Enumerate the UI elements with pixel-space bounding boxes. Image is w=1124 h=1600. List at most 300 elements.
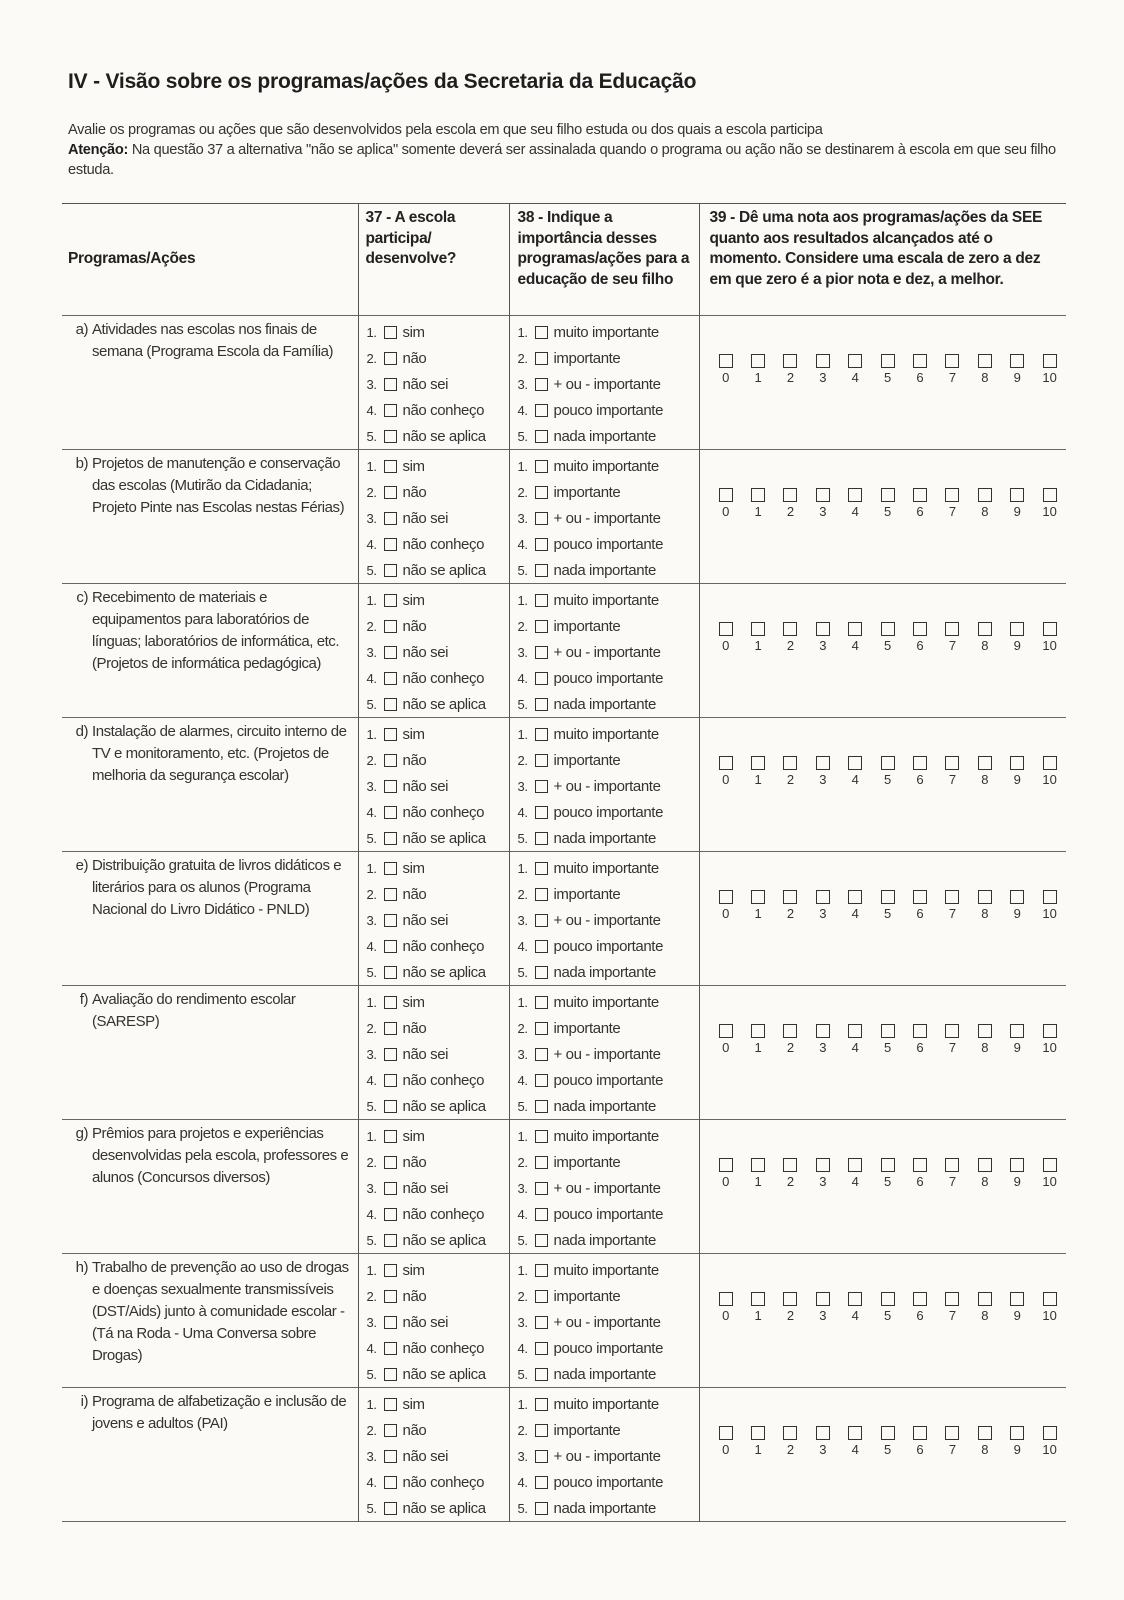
- q38-option[interactable]: [518, 1469, 699, 1495]
- score-option[interactable]: [1033, 354, 1065, 368]
- checkbox[interactable]: [384, 672, 397, 685]
- checkbox[interactable]: [751, 756, 765, 770]
- checkbox[interactable]: [913, 1158, 927, 1172]
- checkbox[interactable]: [913, 1024, 927, 1038]
- checkbox[interactable]: [945, 1158, 959, 1172]
- q37-option[interactable]: [367, 1361, 509, 1387]
- checkbox[interactable]: [1043, 756, 1057, 770]
- checkbox[interactable]: [1010, 1426, 1024, 1440]
- checkbox[interactable]: [535, 1502, 548, 1515]
- checkbox[interactable]: [384, 1398, 397, 1411]
- q37-option[interactable]: [367, 855, 509, 881]
- score-option[interactable]: [742, 756, 774, 770]
- checkbox[interactable]: [535, 1398, 548, 1411]
- checkbox[interactable]: [978, 488, 992, 502]
- checkbox[interactable]: [783, 1426, 797, 1440]
- checkbox[interactable]: [783, 488, 797, 502]
- q38-option[interactable]: [518, 531, 699, 557]
- q37-option[interactable]: [367, 1041, 509, 1067]
- q37-option[interactable]: [367, 907, 509, 933]
- checkbox[interactable]: [1010, 890, 1024, 904]
- score-option[interactable]: [871, 1158, 903, 1172]
- checkbox[interactable]: [535, 1208, 548, 1221]
- score-option[interactable]: [969, 890, 1001, 904]
- checkbox[interactable]: [913, 756, 927, 770]
- score-option[interactable]: [871, 622, 903, 636]
- checkbox[interactable]: [384, 1264, 397, 1277]
- checkbox[interactable]: [535, 620, 548, 633]
- score-option[interactable]: [807, 622, 839, 636]
- checkbox[interactable]: [1043, 622, 1057, 636]
- checkbox[interactable]: [783, 1158, 797, 1172]
- checkbox[interactable]: [751, 1024, 765, 1038]
- q38-option[interactable]: [518, 773, 699, 799]
- q38-option[interactable]: [518, 1335, 699, 1361]
- checkbox[interactable]: [1043, 1024, 1057, 1038]
- q38-option[interactable]: [518, 1149, 699, 1175]
- checkbox[interactable]: [1010, 1292, 1024, 1306]
- q37-option[interactable]: [367, 639, 509, 665]
- checkbox[interactable]: [384, 698, 397, 711]
- q38-option[interactable]: [518, 1391, 699, 1417]
- score-option[interactable]: [710, 1158, 742, 1172]
- q38-option[interactable]: [518, 1201, 699, 1227]
- score-option[interactable]: [1001, 890, 1033, 904]
- checkbox[interactable]: [816, 354, 830, 368]
- checkbox[interactable]: [751, 354, 765, 368]
- q38-option[interactable]: [518, 1067, 699, 1093]
- checkbox[interactable]: [535, 806, 548, 819]
- q37-option[interactable]: [367, 1227, 509, 1253]
- checkbox[interactable]: [1010, 354, 1024, 368]
- checkbox[interactable]: [535, 940, 548, 953]
- q37-option[interactable]: [367, 505, 509, 531]
- checkbox[interactable]: [1043, 354, 1057, 368]
- q38-option[interactable]: [518, 423, 699, 449]
- checkbox[interactable]: [945, 1426, 959, 1440]
- q38-option[interactable]: [518, 1495, 699, 1521]
- q38-option[interactable]: [518, 1093, 699, 1119]
- q38-option[interactable]: [518, 1417, 699, 1443]
- score-option[interactable]: [742, 1292, 774, 1306]
- checkbox[interactable]: [384, 486, 397, 499]
- checkbox[interactable]: [535, 1424, 548, 1437]
- score-option[interactable]: [936, 756, 968, 770]
- q38-option[interactable]: [518, 371, 699, 397]
- q38-option[interactable]: [518, 881, 699, 907]
- checkbox[interactable]: [384, 620, 397, 633]
- checkbox[interactable]: [783, 1024, 797, 1038]
- checkbox[interactable]: [384, 1450, 397, 1463]
- checkbox[interactable]: [816, 1292, 830, 1306]
- checkbox[interactable]: [978, 354, 992, 368]
- checkbox[interactable]: [816, 890, 830, 904]
- checkbox[interactable]: [384, 1130, 397, 1143]
- checkbox[interactable]: [783, 1292, 797, 1306]
- checkbox[interactable]: [719, 354, 733, 368]
- checkbox[interactable]: [816, 1158, 830, 1172]
- score-option[interactable]: [936, 1024, 968, 1038]
- q37-option[interactable]: [367, 1067, 509, 1093]
- q37-option[interactable]: [367, 423, 509, 449]
- score-option[interactable]: [839, 1024, 871, 1038]
- score-option[interactable]: [1033, 890, 1065, 904]
- checkbox[interactable]: [535, 486, 548, 499]
- q37-option[interactable]: [367, 959, 509, 985]
- score-option[interactable]: [1001, 354, 1033, 368]
- checkbox[interactable]: [384, 1156, 397, 1169]
- score-option[interactable]: [1033, 1292, 1065, 1306]
- score-option[interactable]: [710, 890, 742, 904]
- checkbox[interactable]: [535, 1368, 548, 1381]
- q37-option[interactable]: [367, 1335, 509, 1361]
- q38-option[interactable]: [518, 799, 699, 825]
- score-option[interactable]: [1001, 1158, 1033, 1172]
- checkbox[interactable]: [535, 698, 548, 711]
- score-option[interactable]: [1001, 756, 1033, 770]
- score-option[interactable]: [774, 1426, 806, 1440]
- checkbox[interactable]: [384, 1074, 397, 1087]
- checkbox[interactable]: [816, 756, 830, 770]
- checkbox[interactable]: [978, 1024, 992, 1038]
- q37-option[interactable]: [367, 1257, 509, 1283]
- checkbox[interactable]: [384, 832, 397, 845]
- checkbox[interactable]: [913, 890, 927, 904]
- q37-option[interactable]: [367, 587, 509, 613]
- score-option[interactable]: [839, 488, 871, 502]
- checkbox[interactable]: [848, 354, 862, 368]
- checkbox[interactable]: [535, 1476, 548, 1489]
- checkbox[interactable]: [881, 1292, 895, 1306]
- q38-option[interactable]: [518, 1283, 699, 1309]
- score-option[interactable]: [936, 1426, 968, 1440]
- q38-option[interactable]: [518, 1309, 699, 1335]
- score-option[interactable]: [969, 1158, 1001, 1172]
- checkbox[interactable]: [535, 862, 548, 875]
- checkbox[interactable]: [384, 460, 397, 473]
- q37-option[interactable]: [367, 747, 509, 773]
- score-option[interactable]: [839, 1292, 871, 1306]
- score-option[interactable]: [969, 1292, 1001, 1306]
- checkbox[interactable]: [848, 756, 862, 770]
- score-option[interactable]: [742, 622, 774, 636]
- checkbox[interactable]: [535, 1130, 548, 1143]
- checkbox[interactable]: [848, 488, 862, 502]
- score-option[interactable]: [839, 1426, 871, 1440]
- checkbox[interactable]: [913, 1426, 927, 1440]
- checkbox[interactable]: [384, 862, 397, 875]
- checkbox[interactable]: [913, 488, 927, 502]
- q38-option[interactable]: [518, 1123, 699, 1149]
- score-option[interactable]: [742, 1158, 774, 1172]
- q37-option[interactable]: [367, 531, 509, 557]
- checkbox[interactable]: [384, 1342, 397, 1355]
- score-option[interactable]: [710, 622, 742, 636]
- score-option[interactable]: [839, 1158, 871, 1172]
- score-option[interactable]: [969, 1426, 1001, 1440]
- score-option[interactable]: [904, 488, 936, 502]
- score-option[interactable]: [807, 1024, 839, 1038]
- checkbox[interactable]: [384, 1048, 397, 1061]
- checkbox[interactable]: [751, 1292, 765, 1306]
- checkbox[interactable]: [384, 1424, 397, 1437]
- checkbox[interactable]: [535, 996, 548, 1009]
- checkbox[interactable]: [384, 512, 397, 525]
- checkbox[interactable]: [535, 728, 548, 741]
- score-option[interactable]: [742, 488, 774, 502]
- score-option[interactable]: [774, 1158, 806, 1172]
- q37-option[interactable]: [367, 989, 509, 1015]
- checkbox[interactable]: [848, 622, 862, 636]
- checkbox[interactable]: [535, 1022, 548, 1035]
- checkbox[interactable]: [535, 888, 548, 901]
- q37-option[interactable]: [367, 319, 509, 345]
- checkbox[interactable]: [535, 564, 548, 577]
- checkbox[interactable]: [881, 756, 895, 770]
- q37-option[interactable]: [367, 1391, 509, 1417]
- checkbox[interactable]: [978, 890, 992, 904]
- checkbox[interactable]: [384, 1316, 397, 1329]
- checkbox[interactable]: [535, 1048, 548, 1061]
- score-option[interactable]: [839, 756, 871, 770]
- checkbox[interactable]: [881, 1426, 895, 1440]
- score-option[interactable]: [904, 622, 936, 636]
- score-option[interactable]: [742, 1426, 774, 1440]
- score-option[interactable]: [774, 756, 806, 770]
- checkbox[interactable]: [384, 1290, 397, 1303]
- q38-option[interactable]: [518, 1227, 699, 1253]
- checkbox[interactable]: [535, 352, 548, 365]
- score-option[interactable]: [904, 1158, 936, 1172]
- checkbox[interactable]: [384, 1476, 397, 1489]
- score-option[interactable]: [807, 1158, 839, 1172]
- score-option[interactable]: [1033, 1426, 1065, 1440]
- checkbox[interactable]: [848, 1292, 862, 1306]
- checkbox[interactable]: [535, 1100, 548, 1113]
- q37-option[interactable]: [367, 691, 509, 717]
- score-option[interactable]: [807, 1426, 839, 1440]
- checkbox[interactable]: [816, 1024, 830, 1038]
- q37-option[interactable]: [367, 799, 509, 825]
- checkbox[interactable]: [535, 594, 548, 607]
- q38-option[interactable]: [518, 345, 699, 371]
- score-option[interactable]: [839, 354, 871, 368]
- checkbox[interactable]: [1043, 1426, 1057, 1440]
- checkbox[interactable]: [384, 806, 397, 819]
- score-option[interactable]: [774, 1292, 806, 1306]
- checkbox[interactable]: [913, 622, 927, 636]
- checkbox[interactable]: [384, 888, 397, 901]
- score-option[interactable]: [969, 622, 1001, 636]
- checkbox[interactable]: [384, 538, 397, 551]
- checkbox[interactable]: [384, 564, 397, 577]
- q38-option[interactable]: [518, 557, 699, 583]
- q37-option[interactable]: [367, 773, 509, 799]
- score-option[interactable]: [1033, 1158, 1065, 1172]
- checkbox[interactable]: [783, 354, 797, 368]
- score-option[interactable]: [839, 890, 871, 904]
- q37-option[interactable]: [367, 665, 509, 691]
- score-option[interactable]: [871, 1426, 903, 1440]
- checkbox[interactable]: [783, 622, 797, 636]
- score-option[interactable]: [904, 1024, 936, 1038]
- checkbox[interactable]: [881, 1024, 895, 1038]
- checkbox[interactable]: [1010, 622, 1024, 636]
- q37-option[interactable]: [367, 933, 509, 959]
- checkbox[interactable]: [535, 1450, 548, 1463]
- checkbox[interactable]: [535, 460, 548, 473]
- checkbox[interactable]: [535, 1182, 548, 1195]
- score-option[interactable]: [710, 488, 742, 502]
- checkbox[interactable]: [535, 1342, 548, 1355]
- checkbox[interactable]: [535, 1290, 548, 1303]
- q38-option[interactable]: [518, 665, 699, 691]
- score-option[interactable]: [871, 354, 903, 368]
- checkbox[interactable]: [945, 1024, 959, 1038]
- checkbox[interactable]: [384, 1022, 397, 1035]
- q37-option[interactable]: [367, 1123, 509, 1149]
- score-option[interactable]: [904, 354, 936, 368]
- score-option[interactable]: [742, 890, 774, 904]
- q38-option[interactable]: [518, 1015, 699, 1041]
- checkbox[interactable]: [384, 728, 397, 741]
- checkbox[interactable]: [978, 756, 992, 770]
- q38-option[interactable]: [518, 1443, 699, 1469]
- q37-option[interactable]: [367, 453, 509, 479]
- q37-option[interactable]: [367, 1417, 509, 1443]
- q38-option[interactable]: [518, 691, 699, 717]
- score-option[interactable]: [1033, 1024, 1065, 1038]
- checkbox[interactable]: [719, 1024, 733, 1038]
- checkbox[interactable]: [816, 1426, 830, 1440]
- checkbox[interactable]: [816, 488, 830, 502]
- q38-option[interactable]: [518, 453, 699, 479]
- score-option[interactable]: [871, 488, 903, 502]
- checkbox[interactable]: [978, 1426, 992, 1440]
- q37-option[interactable]: [367, 345, 509, 371]
- checkbox[interactable]: [535, 1264, 548, 1277]
- checkbox[interactable]: [535, 754, 548, 767]
- q38-option[interactable]: [518, 933, 699, 959]
- checkbox[interactable]: [1043, 1292, 1057, 1306]
- score-option[interactable]: [871, 890, 903, 904]
- checkbox[interactable]: [384, 404, 397, 417]
- score-option[interactable]: [710, 354, 742, 368]
- checkbox[interactable]: [384, 1368, 397, 1381]
- checkbox[interactable]: [384, 594, 397, 607]
- checkbox[interactable]: [913, 1292, 927, 1306]
- score-option[interactable]: [710, 756, 742, 770]
- score-option[interactable]: [742, 354, 774, 368]
- checkbox[interactable]: [945, 622, 959, 636]
- score-option[interactable]: [936, 890, 968, 904]
- q38-option[interactable]: [518, 747, 699, 773]
- score-option[interactable]: [936, 488, 968, 502]
- checkbox[interactable]: [719, 488, 733, 502]
- checkbox[interactable]: [751, 1426, 765, 1440]
- q38-option[interactable]: [518, 505, 699, 531]
- checkbox[interactable]: [1010, 1158, 1024, 1172]
- checkbox[interactable]: [535, 914, 548, 927]
- checkbox[interactable]: [535, 1316, 548, 1329]
- checkbox[interactable]: [881, 488, 895, 502]
- checkbox[interactable]: [881, 890, 895, 904]
- checkbox[interactable]: [945, 890, 959, 904]
- score-option[interactable]: [742, 1024, 774, 1038]
- checkbox[interactable]: [535, 672, 548, 685]
- score-option[interactable]: [936, 1292, 968, 1306]
- q37-option[interactable]: [367, 1443, 509, 1469]
- checkbox[interactable]: [881, 622, 895, 636]
- checkbox[interactable]: [535, 1074, 548, 1087]
- q37-option[interactable]: [367, 1201, 509, 1227]
- q38-option[interactable]: [518, 587, 699, 613]
- checkbox[interactable]: [719, 756, 733, 770]
- score-option[interactable]: [969, 488, 1001, 502]
- score-option[interactable]: [1001, 1024, 1033, 1038]
- score-option[interactable]: [774, 622, 806, 636]
- checkbox[interactable]: [978, 1158, 992, 1172]
- score-option[interactable]: [969, 756, 1001, 770]
- checkbox[interactable]: [384, 780, 397, 793]
- checkbox[interactable]: [535, 430, 548, 443]
- score-option[interactable]: [904, 890, 936, 904]
- score-option[interactable]: [710, 1426, 742, 1440]
- score-option[interactable]: [1033, 756, 1065, 770]
- checkbox[interactable]: [881, 354, 895, 368]
- checkbox[interactable]: [751, 890, 765, 904]
- score-option[interactable]: [807, 488, 839, 502]
- q38-option[interactable]: [518, 1257, 699, 1283]
- checkbox[interactable]: [535, 966, 548, 979]
- checkbox[interactable]: [384, 430, 397, 443]
- checkbox[interactable]: [384, 996, 397, 1009]
- score-option[interactable]: [936, 622, 968, 636]
- score-option[interactable]: [1001, 488, 1033, 502]
- checkbox[interactable]: [751, 1158, 765, 1172]
- checkbox[interactable]: [945, 488, 959, 502]
- checkbox[interactable]: [719, 890, 733, 904]
- score-option[interactable]: [936, 354, 968, 368]
- checkbox[interactable]: [535, 512, 548, 525]
- checkbox[interactable]: [978, 1292, 992, 1306]
- checkbox[interactable]: [783, 890, 797, 904]
- score-option[interactable]: [1033, 488, 1065, 502]
- score-option[interactable]: [807, 1292, 839, 1306]
- checkbox[interactable]: [535, 1156, 548, 1169]
- checkbox[interactable]: [535, 780, 548, 793]
- q37-option[interactable]: [367, 613, 509, 639]
- score-option[interactable]: [871, 756, 903, 770]
- checkbox[interactable]: [945, 1292, 959, 1306]
- checkbox[interactable]: [535, 404, 548, 417]
- q38-option[interactable]: [518, 639, 699, 665]
- score-option[interactable]: [710, 1024, 742, 1038]
- checkbox[interactable]: [384, 1502, 397, 1515]
- q37-option[interactable]: [367, 825, 509, 851]
- q37-option[interactable]: [367, 1469, 509, 1495]
- checkbox[interactable]: [1043, 1158, 1057, 1172]
- q37-option[interactable]: [367, 371, 509, 397]
- checkbox[interactable]: [384, 1234, 397, 1247]
- checkbox[interactable]: [945, 756, 959, 770]
- score-option[interactable]: [969, 354, 1001, 368]
- checkbox[interactable]: [384, 966, 397, 979]
- checkbox[interactable]: [1043, 890, 1057, 904]
- checkbox[interactable]: [384, 940, 397, 953]
- checkbox[interactable]: [384, 326, 397, 339]
- checkbox[interactable]: [719, 1292, 733, 1306]
